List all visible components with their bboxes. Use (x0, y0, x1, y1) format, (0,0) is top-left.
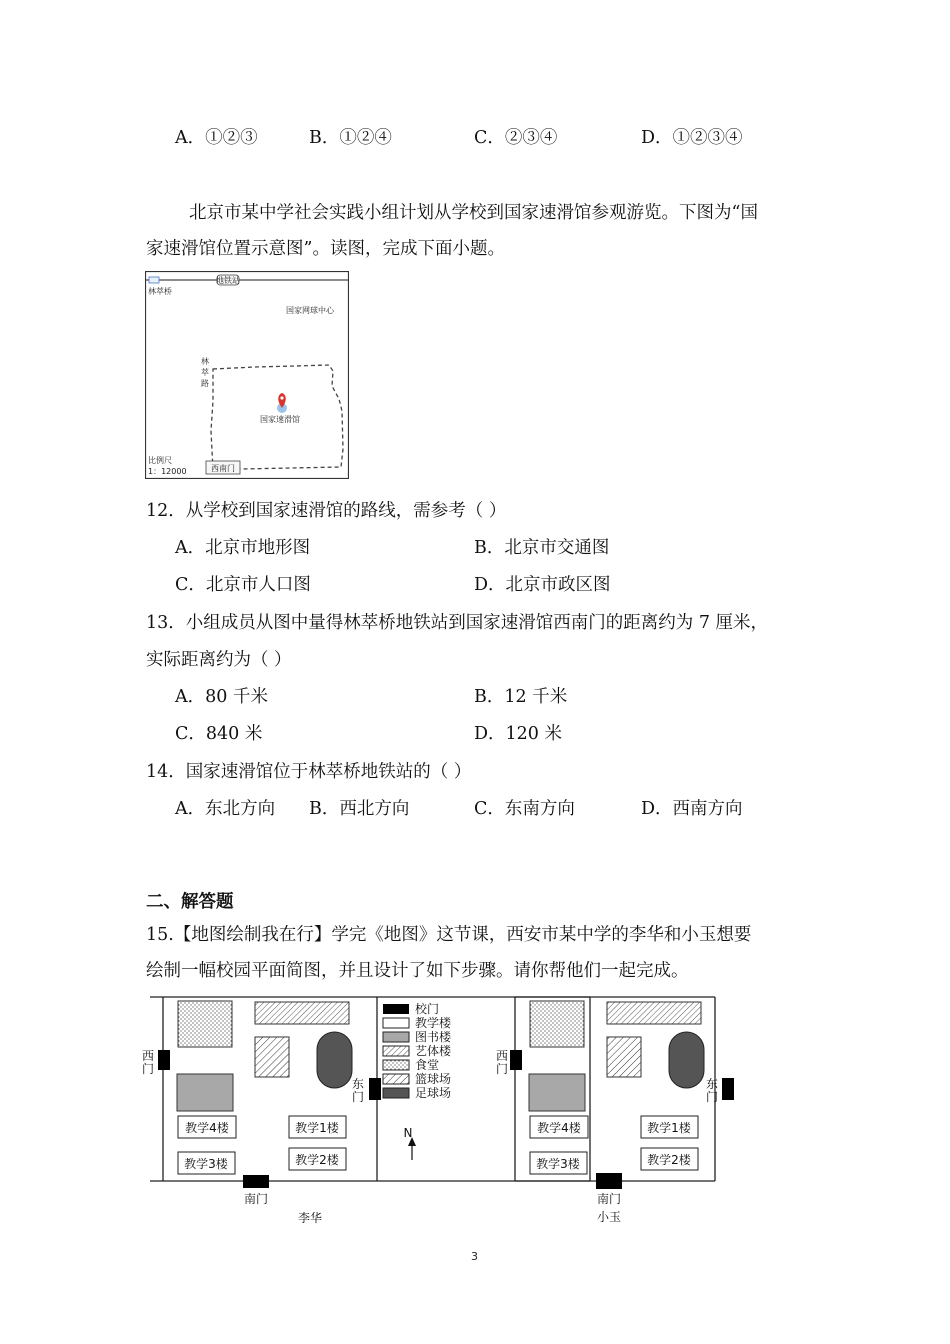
venue-label: 国家速滑馆 (260, 415, 300, 424)
legend (383, 1001, 452, 1100)
south-gate-marker (243, 1175, 269, 1188)
q13-option-a: A．80 千米 (175, 687, 268, 707)
q13-option-d: D．120 米 (474, 724, 562, 744)
q14-stem: 14．国家速滑馆位于林萃桥地铁站的（ ） (146, 762, 472, 782)
building-4-label-right: 教学4楼 (537, 1121, 581, 1135)
west-gate-char-1-right: 西 (496, 1049, 509, 1063)
scale-label: 比例尺 (148, 456, 172, 465)
north-label: N (403, 1126, 413, 1140)
q12-option-d: D．北京市政区图 (474, 575, 611, 595)
building-1-label: 教学1楼 (295, 1121, 339, 1135)
west-gate-char-1: 西 (142, 1049, 155, 1063)
west-gate-char-2: 门 (142, 1062, 155, 1076)
building-3-label: 教学3楼 (184, 1157, 228, 1171)
legend-library: 图书楼 (415, 1030, 452, 1044)
q12-option-c: C．北京市人口图 (175, 575, 311, 595)
north-arrow-icon (404, 1126, 416, 1160)
east-gate-char-2-right: 门 (706, 1090, 719, 1104)
west-gate-marker (158, 1050, 170, 1070)
building-3-label-right: 教学3楼 (536, 1157, 580, 1171)
east-gate-char-1: 东 (352, 1077, 365, 1091)
campus-plan-figure (140, 990, 740, 1230)
q13-stem-2: 实际距离约为（ ） (146, 650, 292, 670)
legend-canteen: 食堂 (415, 1058, 440, 1072)
venue-location-map (145, 271, 349, 479)
intro-line-2: 家速滑馆位置示意图”。读图，完成下面小题。 (146, 239, 505, 259)
legend-teaching: 教学楼 (415, 1016, 452, 1030)
legend-gate: 校门 (415, 1002, 440, 1016)
q11-option-a: A．①②③ (175, 128, 258, 148)
campus-plan-lihua (142, 997, 590, 1225)
q13-option-b: B．12 千米 (474, 687, 568, 707)
legend-arts: 艺体楼 (415, 1044, 452, 1058)
south-gate-label: 南门 (243, 1192, 269, 1206)
q11-option-d: D．①②③④ (641, 128, 743, 148)
south-gate-label-right: 南门 (596, 1192, 622, 1206)
q12-option-a: A．北京市地形图 (175, 538, 311, 558)
q15-line-2: 绘制一幅校园平面简图，并且设计了如下步骤。请你帮他们一起完成。 (146, 961, 689, 981)
building-2-label: 教学2楼 (295, 1153, 339, 1167)
q14-option-c: C．东南方向 (474, 799, 575, 819)
legend-basketball: 篮球场 (415, 1072, 452, 1086)
bridge-label: 林萃桥 (148, 287, 172, 296)
page-number: 3 (471, 1250, 478, 1263)
canteen-block (178, 1001, 232, 1047)
legend-football: 足球场 (415, 1086, 452, 1100)
east-gate-marker (369, 1078, 381, 1100)
q14-option-b: B．西北方向 (309, 799, 410, 819)
west-gate-char-2-right: 门 (496, 1062, 509, 1076)
gate-label: 西南门 (211, 464, 235, 473)
road-char-2: 萃 (201, 368, 209, 377)
east-gate-char-1-right: 东 (706, 1077, 719, 1091)
scale-value: 1：12000 (148, 467, 187, 476)
intro-line-1: 北京市某中学社会实践小组计划从学校到国家速滑馆参观游览。下图为“国 (189, 203, 758, 223)
caption-lihua: 李华 (297, 1211, 323, 1225)
section-heading: 二、解答题 (146, 892, 234, 912)
q14-option-a: A．东北方向 (175, 799, 276, 819)
subway-icon (149, 277, 159, 283)
road-char-3: 路 (201, 379, 209, 388)
q11-option-b: B．①②④ (309, 128, 392, 148)
q14-option-d: D．西南方向 (641, 799, 743, 819)
tennis-label: 国家网球中心 (286, 306, 334, 315)
q12-option-b: B．北京市交通图 (474, 538, 610, 558)
station-label: 地铁站 (216, 276, 240, 285)
caption-xiaoyu: 小玉 (596, 1210, 622, 1224)
building-4-label: 教学4楼 (185, 1121, 229, 1135)
road-char-1: 林 (201, 357, 209, 366)
football-field-block (317, 1032, 352, 1088)
east-gate-char-2: 门 (352, 1090, 365, 1104)
arts-building-block (255, 1002, 349, 1024)
q13-stem-1: 13．小组成员从图中量得林萃桥地铁站到国家速滑馆西南门的距离约为 7 厘米， (146, 613, 769, 633)
building-1-label-right: 教学1楼 (647, 1121, 691, 1135)
building-2-label-right: 教学2楼 (647, 1153, 691, 1167)
q12-stem: 12．从学校到国家速滑馆的路线，需参考（ ） (146, 501, 507, 521)
campus-plan-xiaoyu (496, 997, 734, 1224)
q13-option-c: C．840 米 (175, 724, 263, 744)
basketball-court-block (255, 1037, 289, 1077)
library-block (177, 1074, 233, 1111)
q11-option-c: C．②③④ (474, 128, 558, 148)
q15-line-1: 15.【地图绘制我在行】学完《地图》这节课，西安市某中学的李华和小玉想要 (146, 925, 752, 945)
